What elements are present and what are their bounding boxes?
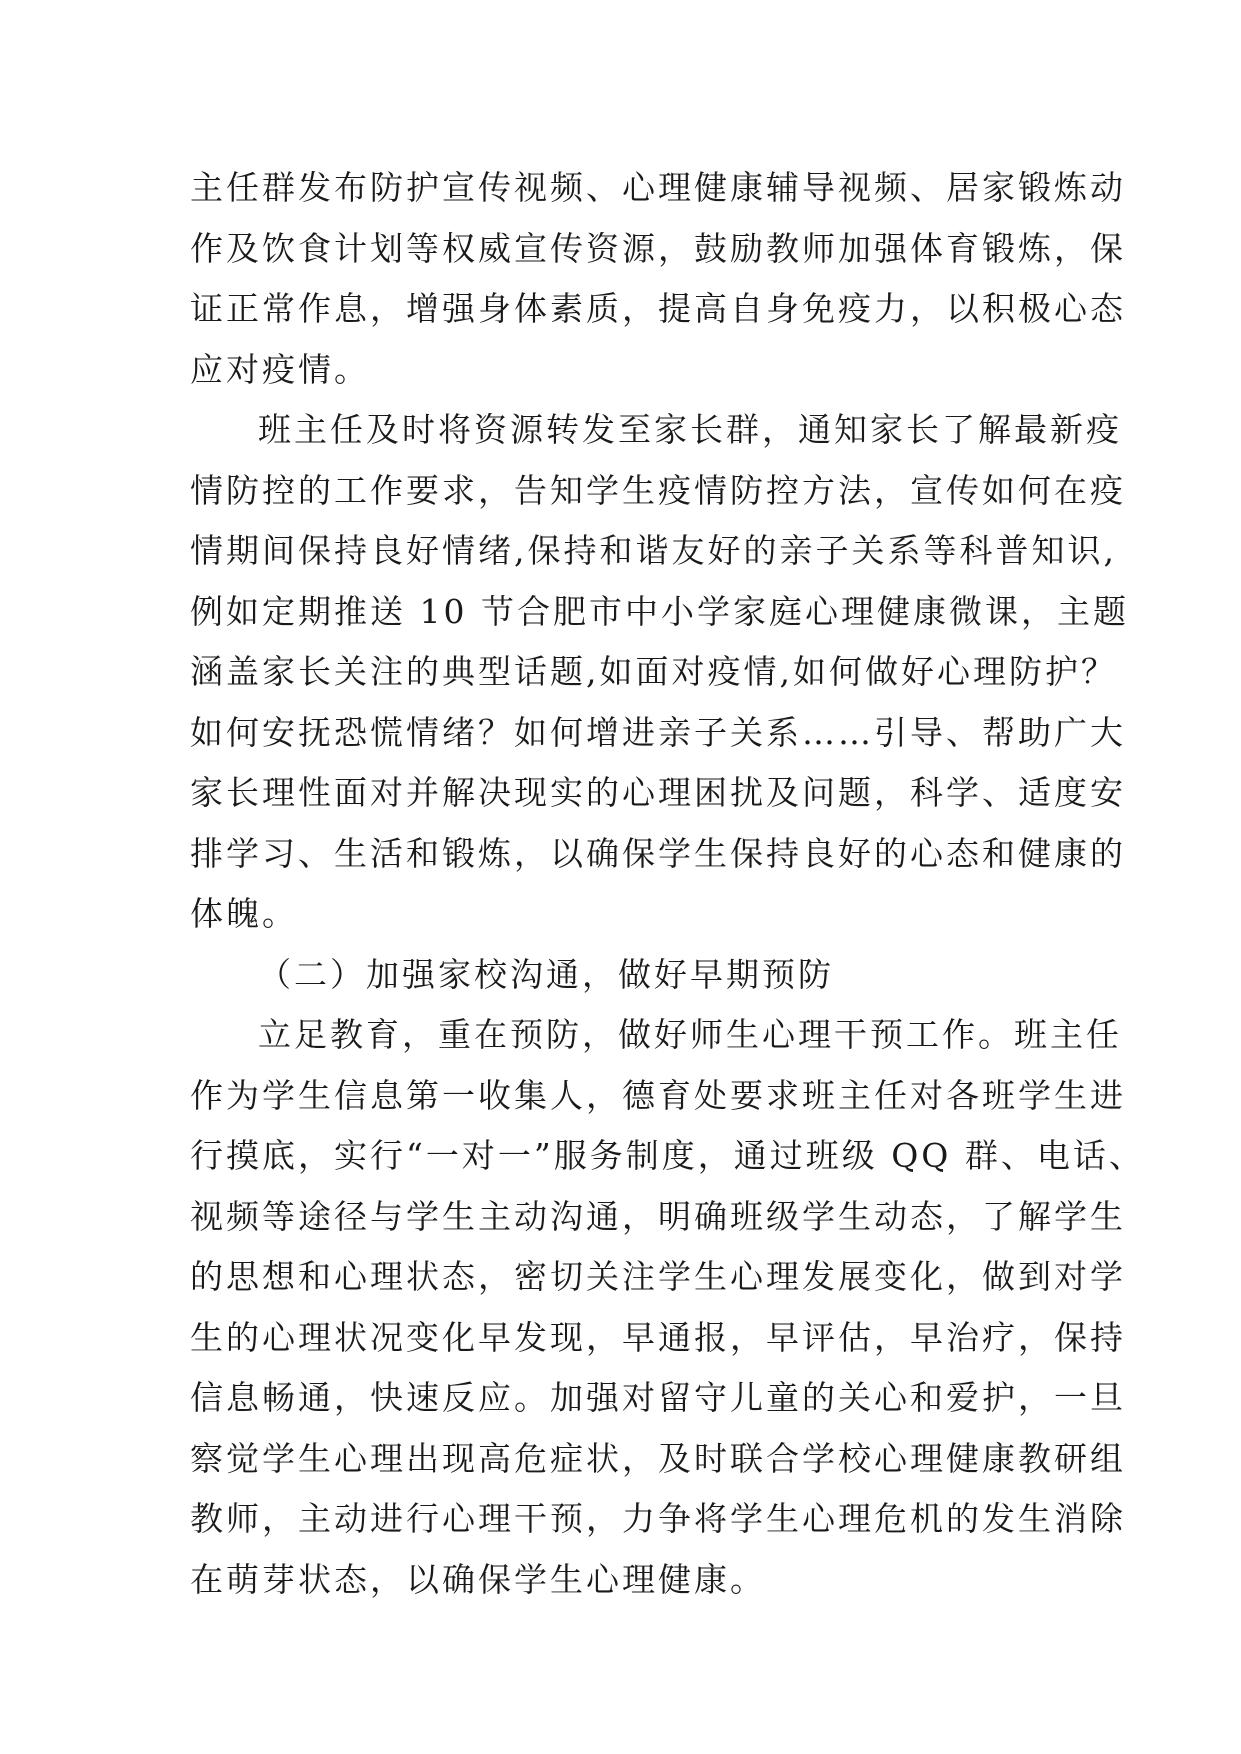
text-line: 作及饮食计划等权威宣传资源，鼓励教师加强体育锻炼，保 [190, 228, 1126, 268]
text-line: 体魄。 [190, 894, 298, 933]
text-line: 情防控的工作要求，告知学生疫情防控方法，宣传如何在疫 [190, 470, 1126, 510]
text-line: 视频等途径与学生主动沟通，明确班级学生动态，了解学生 [190, 1196, 1126, 1236]
paragraph-p3 [190, 1005, 1145, 1610]
text-line: 例如定期推送 10 节合肥市中小学家庭心理健康微课，主题 [190, 591, 1129, 631]
text-line: 生的心理状况变化早发现，早通报，早评估，早治疗，保持 [190, 1317, 1126, 1357]
text-line: 涵盖家长关注的典型话题,如面对疫情,如何做好心理防护？ [190, 652, 1117, 691]
text-line: 行摸底，实行“一对一”服务制度，通过班级 QQ 群、电话、 [190, 1136, 1145, 1175]
paragraph-p2 [190, 400, 1129, 945]
section-heading [190, 945, 1070, 1006]
text-line: 在萌芽状态，以确保学生心理健康。 [190, 1559, 766, 1599]
paragraph-p1 [190, 158, 1126, 400]
text-line: 的思想和心理状态，密切关注学生心理发展变化，做到对学 [190, 1257, 1126, 1296]
text-line: 证正常作息，增强身体素质，提高自身免疫力，以积极心态 [190, 289, 1126, 328]
text-line: 应对疫情。 [190, 349, 370, 389]
section-heading-text: （二）加强家校沟通，做好早期预防 [258, 954, 834, 994]
text-line: 主任群发布防护宣传视频、心理健康辅导视频、居家锻炼动 [190, 168, 1126, 207]
text-line: 排学习、生活和锻炼，以确保学生保持良好的心态和健康的 [190, 833, 1126, 873]
text-line: 立足教育，重在预防，做好师生心理干预工作。班主任 [258, 1015, 1122, 1054]
text-line: 信息畅通，快速反应。加强对留守儿童的关心和爱护，一旦 [190, 1378, 1126, 1417]
text-line: 作为学生信息第一收集人，德育处要求班主任对各班学生进 [190, 1075, 1126, 1115]
text-line: 家长理性面对并解决现实的心理困扰及问题，科学、适度安 [190, 773, 1126, 812]
text-line: 如何安抚恐慌情绪？如何增进亲子关系……引导、帮助广大 [190, 712, 1126, 752]
text-line: 教师，主动进行心理干预，力争将学生心理危机的发生消除 [190, 1499, 1126, 1538]
text-line: 察觉学生心理出现高危症状，及时联合学校心理健康教研组 [190, 1438, 1126, 1478]
text-line: 班主任及时将资源转发至家长群，通知家长了解最新疫 [258, 410, 1122, 449]
document-body [190, 158, 1145, 1610]
text-line: 情期间保持良好情绪,保持和谐友好的亲子关系等科普知识, [190, 531, 1117, 570]
